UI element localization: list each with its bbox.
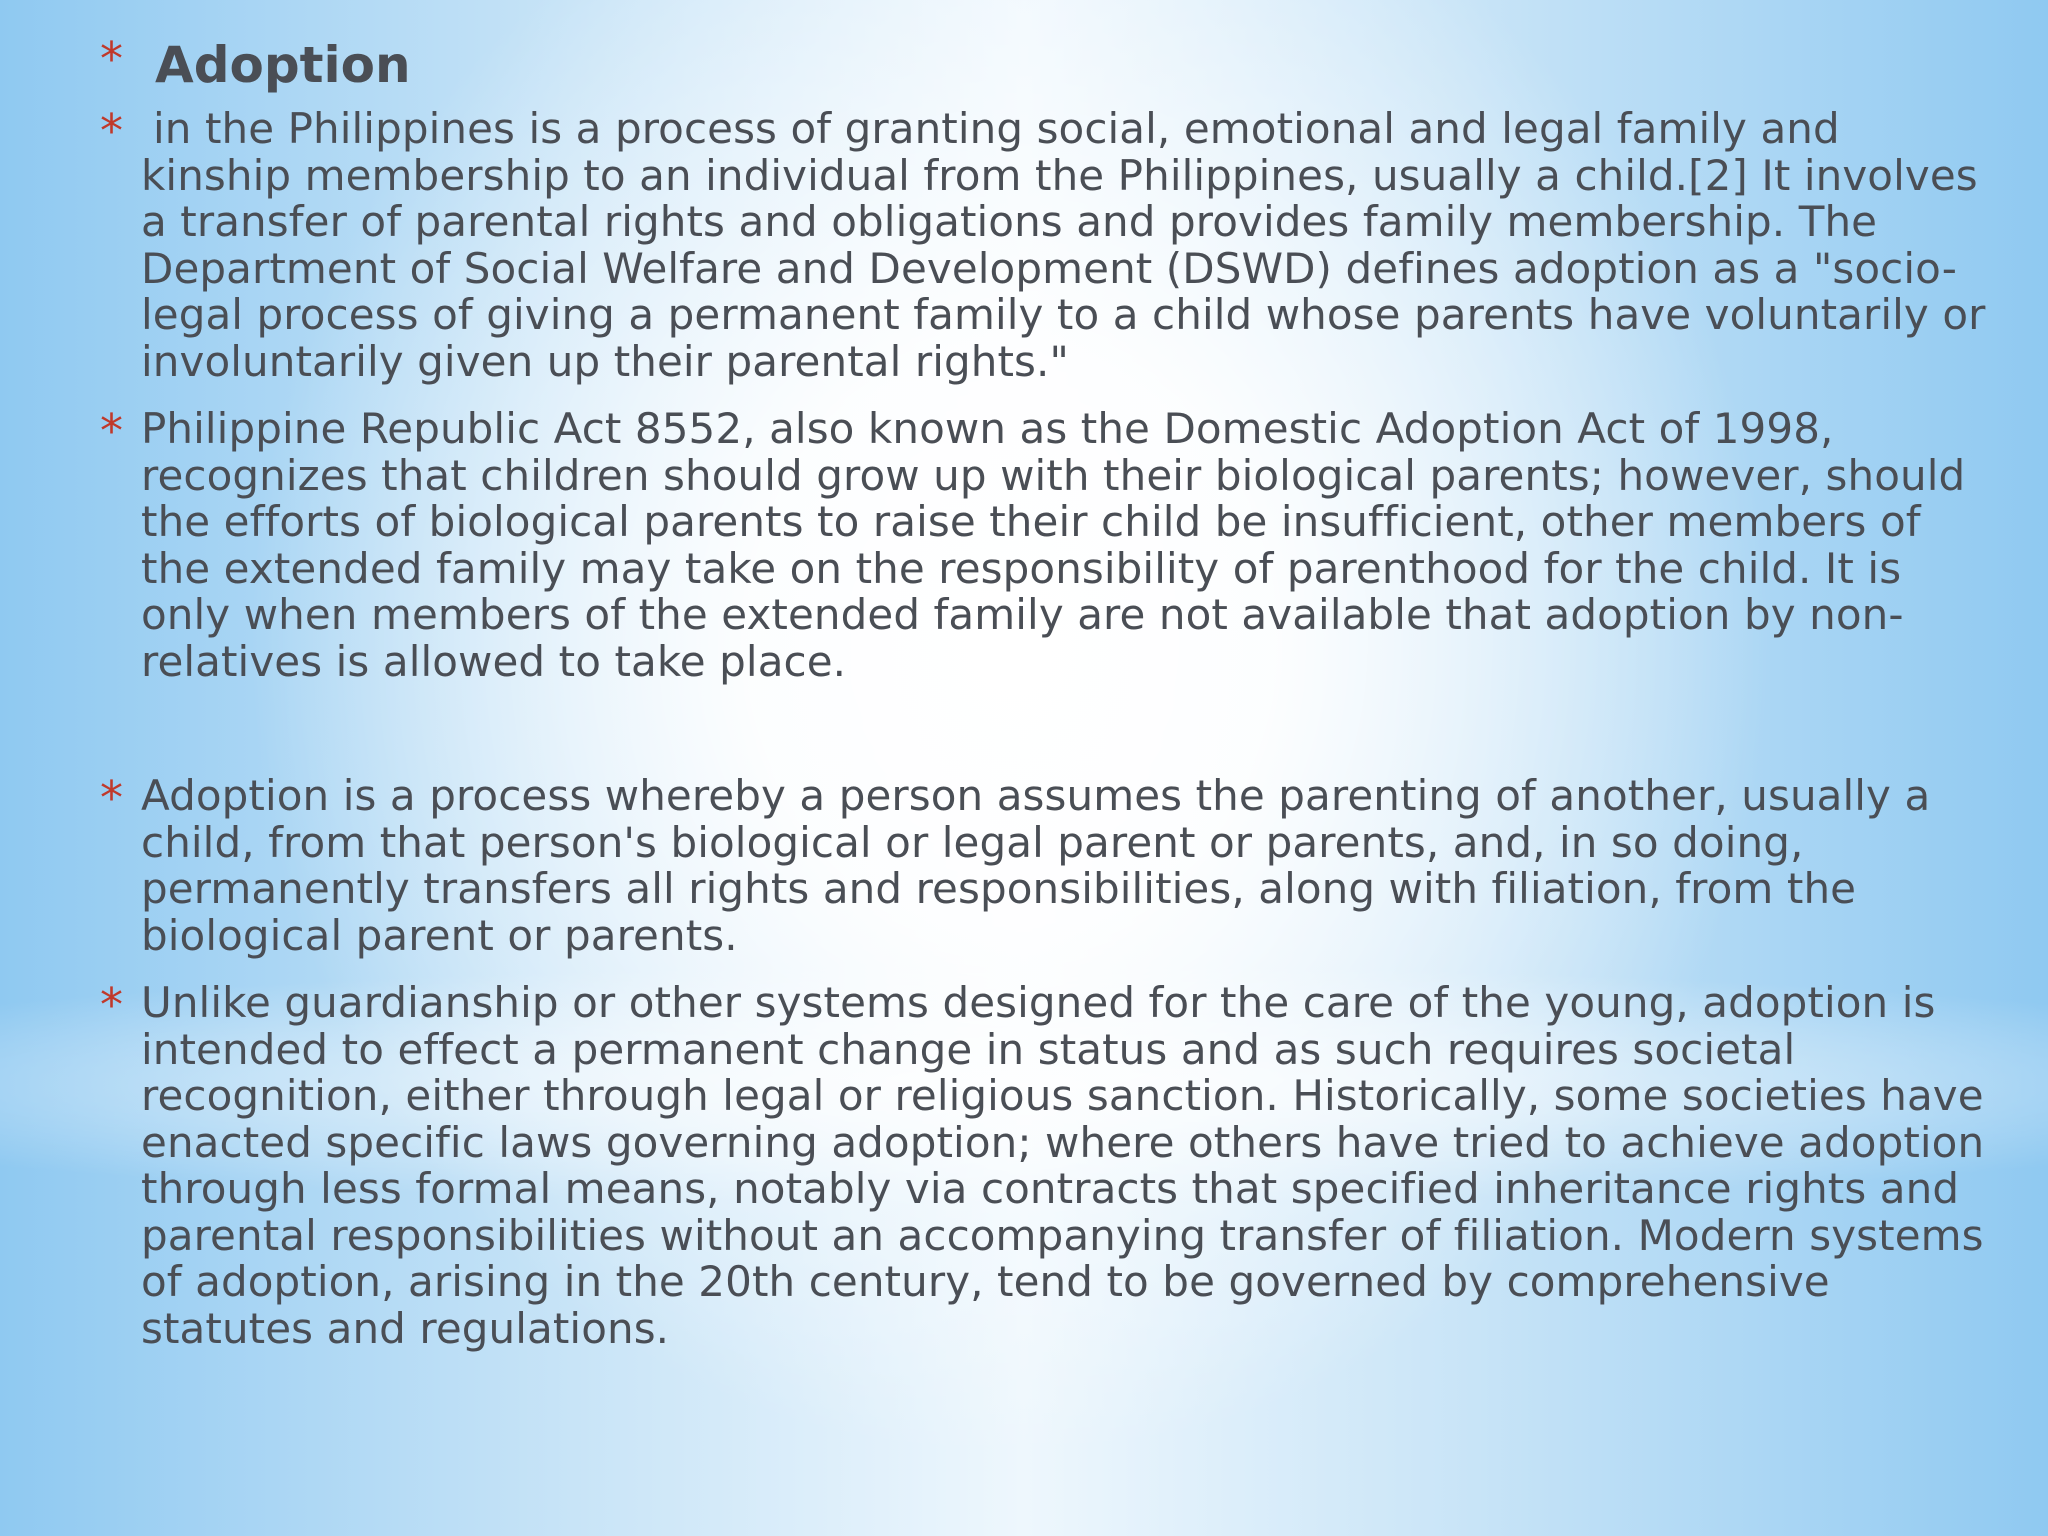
bullet-paragraph-3 <box>100 773 2000 959</box>
bullet-paragraph-2 <box>100 406 2000 685</box>
bullet-asterisk-icon: * <box>100 771 123 825</box>
slide-content <box>100 30 2000 1352</box>
paragraph-text: Philippine Republic Act 8552, also known as the Domestic Adoption Act of 1998, recognizes that children should grow up with their biological parents; however, should the efforts of biological parents to raise their child be insufficient, other members of the extended family may take on the responsibility of parenthood for the child. It is only when members of the extended family are not available that adoption by non-relatives is allowed to take place. <box>141 404 1966 686</box>
bullet-paragraph-1 <box>100 106 2000 385</box>
bullet-paragraph-4 <box>100 980 2000 1352</box>
paragraph-text: in the Philippines is a process of granting social, emotional and legal family and kinship membership to an individual from the Philippines, usually a child.[2] It involves a transfer of parental rights and obligations and provides family membership. The Department of Social Welfare and Development (DSWD) defines adoption as a "socio-legal process of giving a permanent family to a child whose parents have voluntarily or involuntarily given up their parental rights." <box>141 104 1986 386</box>
slide-title: Adoption <box>155 36 411 94</box>
bullet-asterisk-icon: * <box>100 104 123 158</box>
paragraph-text: Adoption is a process whereby a person assumes the parenting of another, usually a child, from that person's biological or legal parent or parents, and, in so doing, permanently transfers all rights and responsibilities, along with filiation, from the biological parent or parents. <box>141 771 1931 960</box>
bullet-asterisk-icon: * <box>100 978 123 1032</box>
slide-title-item <box>100 30 2000 100</box>
paragraph-text: Unlike guardianship or other systems designed for the care of the young, adoption is intended to effect a permanent change in status and as such requires societal recognition, either through legal or religious sanction. Historically, some societies have enacted specific laws governing adoption; where others have tried to achieve adoption through less formal means, notably via contracts that specified inheritance rights and parental responsibilities without an accompanying transfer of filiation. Modern systems of adoption, arising in the 20th century, tend to be governed by comprehensive statutes and regulations. <box>141 978 1985 1353</box>
bullet-asterisk-icon: * <box>100 404 123 458</box>
bullet-asterisk-icon: * <box>100 32 123 86</box>
